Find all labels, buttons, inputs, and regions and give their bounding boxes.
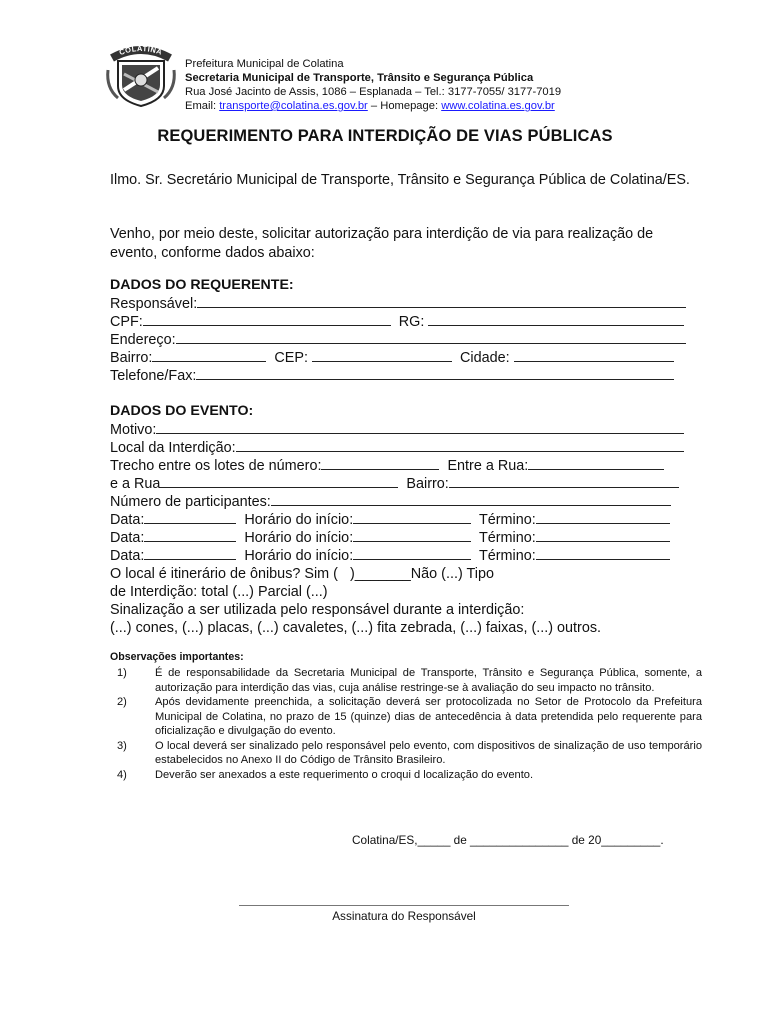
horario-field[interactable] <box>353 511 471 524</box>
telefone-field[interactable] <box>196 367 674 380</box>
horario-field[interactable] <box>353 529 471 542</box>
header-prefeitura: Prefeitura Municipal de Colatina <box>185 58 344 70</box>
cpf-rg-row: CPF: RG: <box>110 313 700 331</box>
data-field[interactable] <box>144 511 236 524</box>
bairro-cep-cidade-row: Bairro: CEP: Cidade: <box>110 349 700 367</box>
request-paragraph: Venho, por meio deste, solicitar autorização para interdição de via para realização de evento, conforme dados abaixo: <box>110 226 654 261</box>
data-field[interactable] <box>144 529 236 542</box>
header-contacts: Email: transporte@colatina.es.gov.br – Homepage: www.colatina.es.gov.br <box>185 100 555 112</box>
sinalizacao-row: Sinalização a ser utilizada pelo responsável durante a interdição: <box>110 602 525 618</box>
termino-field[interactable] <box>536 529 670 542</box>
endereco-row: Endereço: <box>110 331 700 349</box>
telefone-row: Telefone/Fax: <box>110 367 700 385</box>
responsavel-row: Responsável: <box>110 295 700 313</box>
responsavel-field[interactable] <box>197 295 686 308</box>
e-rua-bairro-row: e a Rua Bairro: <box>110 475 700 493</box>
data-row-3: Data: Horário do início: Término: <box>110 547 700 565</box>
data-field[interactable] <box>144 547 236 560</box>
bairro-field[interactable] <box>152 349 266 362</box>
list-item: 1) É de responsabilidade da Secretaria Municipal de Transporte, Trânsito e Segurança Pública, somente, a autorização para interdição das vias, cuja análise restringe-se à avaliação do seu impacto no trânsito. <box>117 667 702 694</box>
list-item: 3) O local deverá ser sinalizado pelo responsável pelo evento, com dispositivos de sinalização de uso temporário estabelecidos no Anexo II do Código de Trânsito Brasileiro. <box>117 739 702 766</box>
sinalizacao-options-row: (...) cones, (...) placas, (...) cavaletes, (...) fita zebrada, (...) faixas, (...) outros. <box>110 620 602 636</box>
observacoes-heading: Observações importantes: <box>110 651 244 663</box>
cidade-field[interactable] <box>514 349 674 362</box>
evento-heading: DADOS DO EVENTO: <box>110 403 254 419</box>
data-row-2: Data: Horário do início: Término: <box>110 529 700 547</box>
svg-text:COLATINA: COLATINA <box>117 44 164 57</box>
local-field[interactable] <box>236 439 684 452</box>
onibus-row: O local é itinerário de ônibus? Sim ( )_______Não (...) Tipo <box>110 566 494 582</box>
tipo-interdicao-row: de Interdição: total (...) Parcial (...) <box>110 584 328 600</box>
trecho-field[interactable] <box>321 457 439 470</box>
date-line: Colatina/ES,_____ de _______________ de 20_________. <box>352 833 664 847</box>
motivo-row: Motivo: <box>110 421 700 439</box>
termino-field[interactable] <box>536 547 670 560</box>
document-title: REQUERIMENTO PARA INTERDIÇÃO DE VIAS PÚBLICAS <box>157 127 613 145</box>
evento-bairro-field[interactable] <box>449 475 679 488</box>
header-address: Rua José Jacinto de Assis, 1086 – Esplanada – Tel.: 3177-7055/ 3177-7019 <box>185 86 562 98</box>
colatina-coat-of-arms-logo <box>104 44 178 108</box>
endereco-field[interactable] <box>176 331 686 344</box>
data-row-1: Data: Horário do início: Término: <box>110 511 700 529</box>
cep-field[interactable] <box>312 349 452 362</box>
entre-rua-field[interactable] <box>528 457 664 470</box>
email-link[interactable]: transporte@colatina.es.gov.br <box>219 100 368 112</box>
rg-field[interactable] <box>428 313 684 326</box>
motivo-field[interactable] <box>156 421 684 434</box>
participantes-field[interactable] <box>271 493 671 506</box>
list-item: 2) Após devidamente preenchida, a solicitação deverá ser protocolizada no Setor de Protocolo da Prefeitura Municipal de Colatina, no prazo de 15 (quinze) dias de antecedência à data pretendida pelo requerente para oficialização e divulgação do evento. <box>117 696 702 737</box>
trecho-row: Trecho entre os lotes de número: Entre a Rua: <box>110 457 700 475</box>
requerente-heading: DADOS DO REQUERENTE: <box>110 277 294 293</box>
local-row: Local da Interdição: <box>110 439 700 457</box>
termino-field[interactable] <box>536 511 670 524</box>
participantes-row: Número de participantes: <box>110 493 700 511</box>
e-rua-field[interactable] <box>160 475 398 488</box>
signature-label: Assinatura do Responsável <box>332 909 476 923</box>
header-block <box>185 57 561 113</box>
observacoes-list <box>117 666 702 782</box>
header-secretaria: Secretaria Municipal de Transporte, Trânsito e Segurança Pública <box>185 72 534 84</box>
horario-field[interactable] <box>353 547 471 560</box>
signature-line[interactable] <box>239 905 569 906</box>
list-item: 4) Deverão ser anexados a este requerimento o croqui d localização do evento. <box>117 768 534 781</box>
salutation-paragraph: Ilmo. Sr. Secretário Municipal de Transporte, Trânsito e Segurança Pública de Colatina/ES. <box>110 172 690 188</box>
cpf-field[interactable] <box>143 313 391 326</box>
homepage-link[interactable]: www.colatina.es.gov.br <box>441 100 555 112</box>
